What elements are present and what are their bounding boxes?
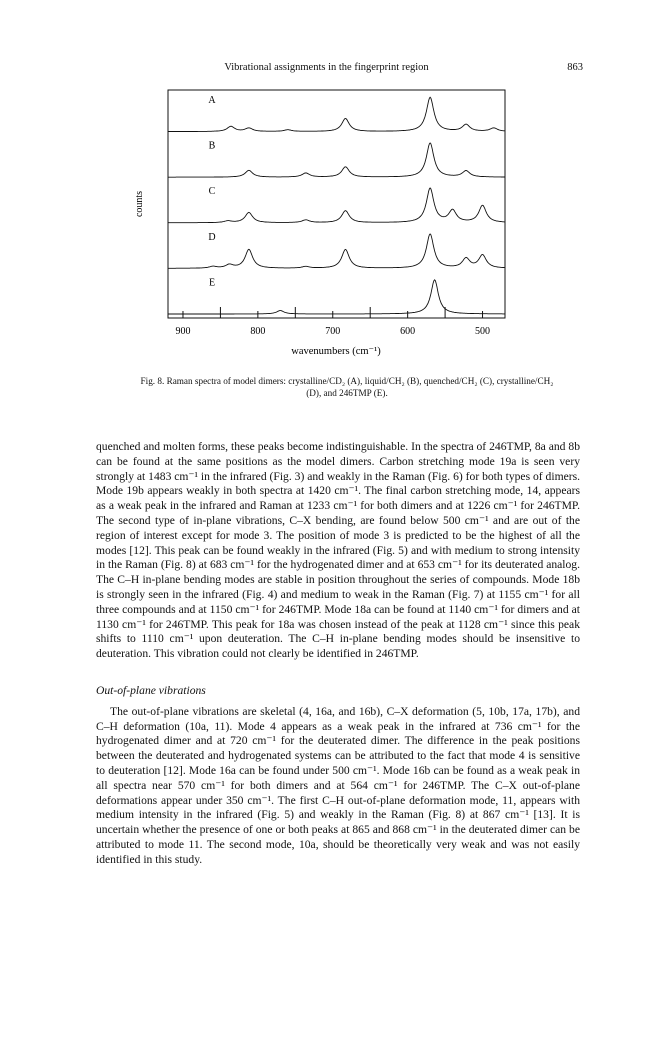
series-label-e: E (208, 277, 216, 289)
x-tick-label: 800 (250, 326, 266, 337)
x-tick-label: 600 (400, 326, 416, 337)
series-label-b: B (208, 140, 216, 152)
series-line-c (168, 188, 505, 223)
paragraph-1: quenched and molten forms, these peaks become indistinguishable. In the spectra of 246TMP, 8a and 8b can be found at the same positions as the model dimers. Carbon stretching mode 19a is seen very strongly at 1483 cm⁻¹ in the infrared (Fig. 3) and weakly in the Raman (Fig. 6) for both types of dimers. Mode 19b appears weakly in both spectra at 1420 cm⁻¹. The final carbon stretching mode, 14, appears as a weak peak in the infrared and Raman at 1233 cm⁻¹ for both dimers and at 1226 cm⁻¹ for 246TMP. The second type of in-plane vibrations, C–X bending, are found below 500 cm⁻¹ and are out of the region of interest except for mode 3. The position of mode 3 is predicted to be the highest of all the modes [12]. This peak can be found weakly in the infrared (Fig. 5) and with medium to strong intensity in the Raman (Fig. 8) at 683 cm⁻¹ for the hydrogenated dimer and at 653 cm⁻¹ for its deuterated analog. The C–H in-plane bending modes are stable in position throughout the series of compounds. Mode 18b is strongly seen in the infrared (Fig. 4) and medium to weak in the Raman (Fig. 7) at 1155 cm⁻¹ for all three compounds and at 1150 cm⁻¹ for 246TMP. Mode 18a can be found at 1140 cm⁻¹ for dimers and at 1130 cm⁻¹ for 246TMP. This peak for 18a was chosen instead of the peak at 1128 cm⁻¹ since this peak shifts to 1110 cm⁻¹ upon deuteration. The C–H in-plane bending modes should be insensitive to deuteration. This vibration could not clearly be identified in 246TMP. (96, 440, 580, 661)
figure-caption: Fig. 8. Raman spectra of model dimers: crystalline/CD₂ (A), liquid/CH₂ (B), quenched/CH₂ (C), crystalline/CH₂ (D), and 246TMP (E). (140, 376, 554, 398)
running-head (0, 62, 653, 78)
raman-spectra-figure (0, 80, 653, 370)
series-line-d (168, 231, 505, 268)
x-tick-label: 500 (475, 326, 491, 337)
running-head-title: Vibrational assignments in the fingerprint region (224, 62, 429, 73)
series-line-b (168, 140, 505, 177)
plot-frame (168, 90, 505, 318)
series-line-e (168, 280, 505, 314)
series-group (168, 95, 505, 314)
x-axis-label: wavenumbers (cm⁻¹) (291, 346, 381, 357)
x-axis (175, 307, 490, 337)
x-tick-label: 700 (325, 326, 341, 337)
page-number: 863 (567, 62, 583, 73)
series-label-c: C (208, 186, 216, 198)
series-label-a: A (208, 95, 216, 106)
y-axis-label: counts (134, 190, 145, 218)
x-tick-label: 900 (175, 326, 191, 337)
body-text (96, 440, 580, 868)
paragraph-2: The out-of-plane vibrations are skeletal (4, 16a, and 16b), C–X deformation (5, 10b, 17a, 17b), and C–H deformation (10a, 11). Mode 4 appears as a weak peak in the infrared at 736 cm⁻¹ for the hydrogenated dimer and at 720 cm⁻¹ for the deuterated dimer. The difference in the peak positions between the deuterated and hydrogenated systems can be attributed to the fact that mode 4 is sensitive to deuteration [12]. Mode 16a can be found under 500 cm⁻¹. Mode 16b can be found as a weak peak in all spectra near 570 cm⁻¹ for both dimers and at 564 cm⁻¹ for 246TMP. The C–X out-of-plane deformations appear under 350 cm⁻¹. The first C–H out-of-plane deformation mode, 11, appears with medium intensity in the infrared (Fig. 5) and weakly in the Raman (Fig. 8) at 867 cm⁻¹ [13]. It is uncertain whether the presence of one or both peaks at 865 and 868 cm⁻¹ in the deuterated dimer can be attributed to mode 11. The second mode, 10a, should be theoretically very weak and was not easily identified in this study. (96, 704, 580, 866)
section-heading: Out-of-plane vibrations (96, 683, 206, 697)
series-label-d: D (208, 231, 216, 243)
series-line-a (168, 97, 505, 131)
